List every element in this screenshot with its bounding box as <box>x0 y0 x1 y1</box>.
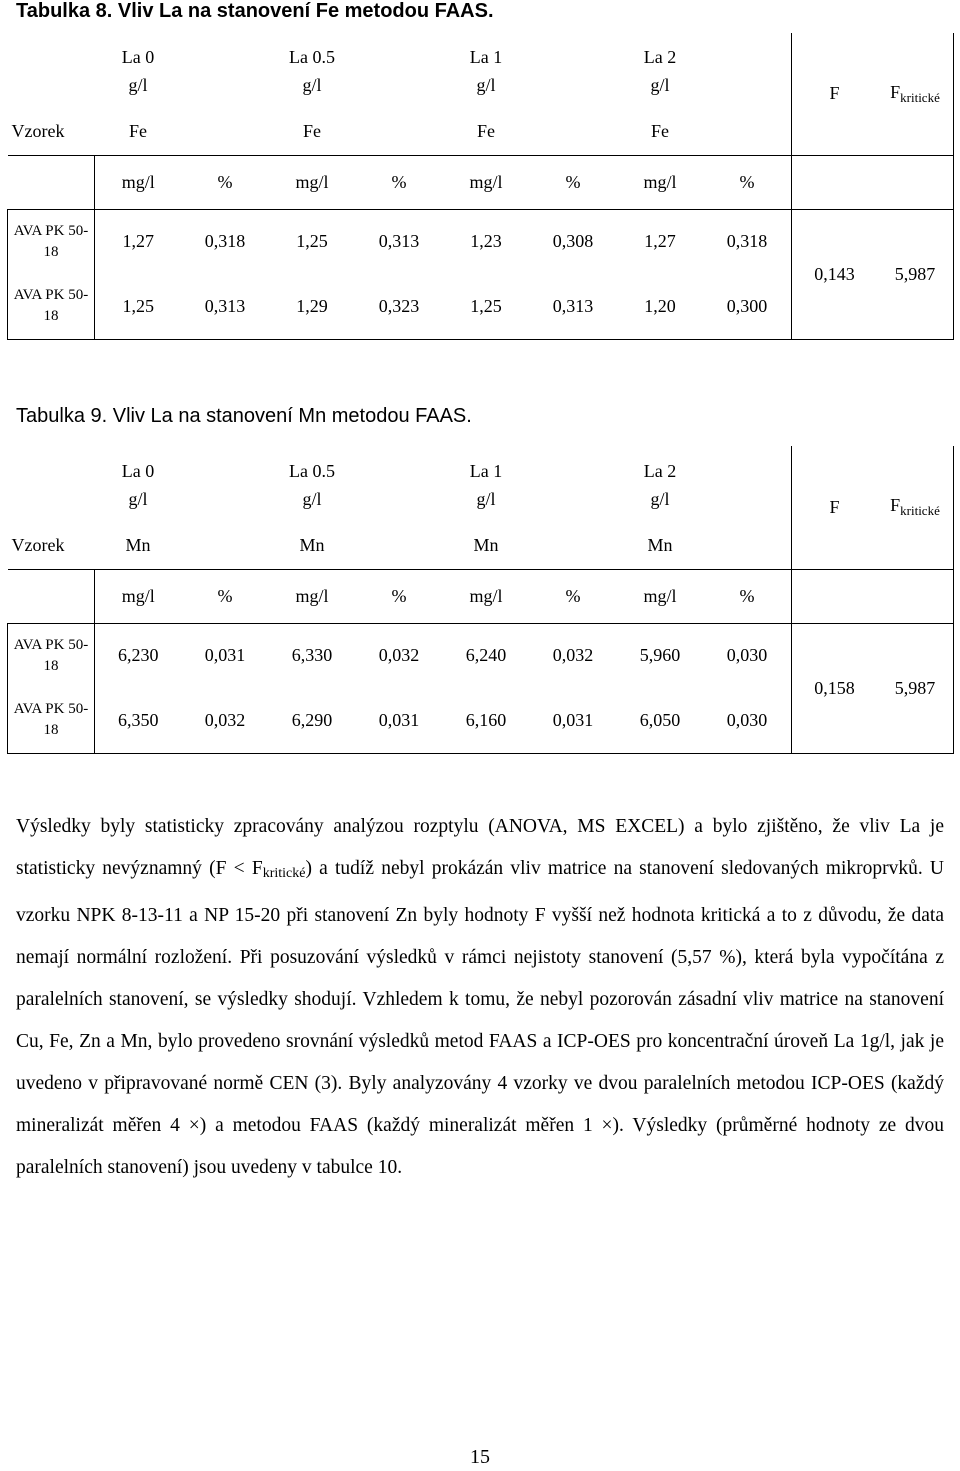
table9-f-header: F <box>829 496 840 517</box>
table9-la2: La 2 g/l <box>643 460 677 509</box>
table8-la2: La 2 g/l <box>643 47 677 95</box>
table9-caption: Tabulka 9. Vliv La na stanovení Mn metodou FAAS. <box>16 405 472 427</box>
table9-la0: La 0 g/l <box>121 460 155 509</box>
body-paragraph: Výsledky byly statisticky zpracovány analýzou rozptylu (ANOVA, MS EXCEL) a bylo zjištěno, že vliv La je statisticky nevýznamný $(F < F_{kritické})$ a tudíž nebyl prokázán vliv matrice na stanovení sledovaných mikroprvků. U vzorku NPK 8-13-11 a NP 15-20 při stanovení Zn byly hodnoty F vyšší než hodnota kritická a to z důvodu, že data nemají normální rozložení. Při posuzování výsledků v rámci nejistoty stanovení (5,57 %), která byla vypočítána z paralelních stanovení, se výsledky shodují. Vzhledem k tomu, že nebyl pozorován zásadní vliv matrice na stanovení Cu, Fe, Zn a Mn, bylo provedeno srovnání výsledků metod FAAS a ICP-OES pro koncentrační úroveň La 1g/l, jak je uvedeno v připravované normě CEN (3). Byly analyzovány 4 vzorky ve dvou paralelních metodou ICP-OES (každý mineralizát měřen 4 ×) a metodou FAAS (každý mineralizát měřen 1 ×). Výsledky (průměrné hodnoty ze dvou paralelních stanovení) jsou uvedeny v tabulce 10. <box>16 816 945 1178</box>
table8-fk-header: $F_{kritické}$ <box>878 33 954 155</box>
table9-fk-value: 5,987 <box>878 623 954 753</box>
sample-label: AVA PK 50-18 <box>8 274 95 339</box>
table9-fk-header: $F_{kritické}$ <box>878 446 954 569</box>
table8: La 0 g/l La 0.5 g/l La 1 g/l La 2 g/l F $F_{kritické}$ Vzorek Fe Fe Fe Fe mg/l % mg/l % mg/l % mg/l % AVA PK 50-18 1,27 0,318 1,25 0,313 1,23 0,308 1,27 0,318 0,143 5,987 AVA PK 50-18 1,25 0,313 1,29 0,323 1,25 0,313 1,20 0,300 <box>7 33 954 340</box>
table8-la05: La 0.5 g/l <box>289 47 335 95</box>
table8-la0: La 0 g/l <box>121 47 155 95</box>
table8-caption: Tabulka 8. Vliv La na stanovení Fe metodou FAAS. <box>16 0 494 22</box>
table8-fk-value: 5,987 <box>878 209 954 339</box>
table9-la05: La 0.5 g/l <box>289 460 335 509</box>
sample-label: AVA PK 50-18 <box>8 688 95 753</box>
table-row: AVA PK 50-18 6,350 0,032 6,290 0,031 6,160 0,031 6,050 0,030 <box>8 688 954 753</box>
table8-la1: La 1 g/l <box>469 47 503 95</box>
table9-la1: La 1 g/l <box>469 460 503 509</box>
table9-f-value: 0,158 <box>791 623 878 753</box>
table8-vzorek: Vzorek <box>11 121 65 142</box>
table8-f-value: 0,143 <box>791 209 878 339</box>
table9-vzorek: Vzorek <box>11 535 65 556</box>
sample-label: AVA PK 50-18 <box>8 623 95 688</box>
table-row: AVA PK 50-18 6,230 0,031 6,330 0,032 6,240 0,032 5,960 0,030 0,158 5,987 <box>8 623 954 688</box>
table-row: AVA PK 50-18 1,27 0,318 1,25 0,313 1,23 0,308 1,27 0,318 0,143 5,987 <box>8 209 954 274</box>
sample-label: AVA PK 50-18 <box>8 209 95 274</box>
table8-f-header: F <box>829 83 840 104</box>
table9: La 0 g/l La 0.5 g/l La 1 g/l La 2 g/l F $F_{kritické}$ Vzorek Mn Mn Mn Mn mg/l % mg/l % mg/l % mg/l % AVA PK 50-18 6,230 0,031 6,330 0,032 6,240 0,032 5,960 0,030 0,158 5,987 AVA PK 50-18 6,350 0,032 6,290 0,031 6,160 0,031 6,050 0,030 <box>7 446 954 754</box>
page-number: 15 <box>470 1446 490 1468</box>
table-row: AVA PK 50-18 1,25 0,313 1,29 0,323 1,25 0,313 1,20 0,300 <box>8 274 954 339</box>
